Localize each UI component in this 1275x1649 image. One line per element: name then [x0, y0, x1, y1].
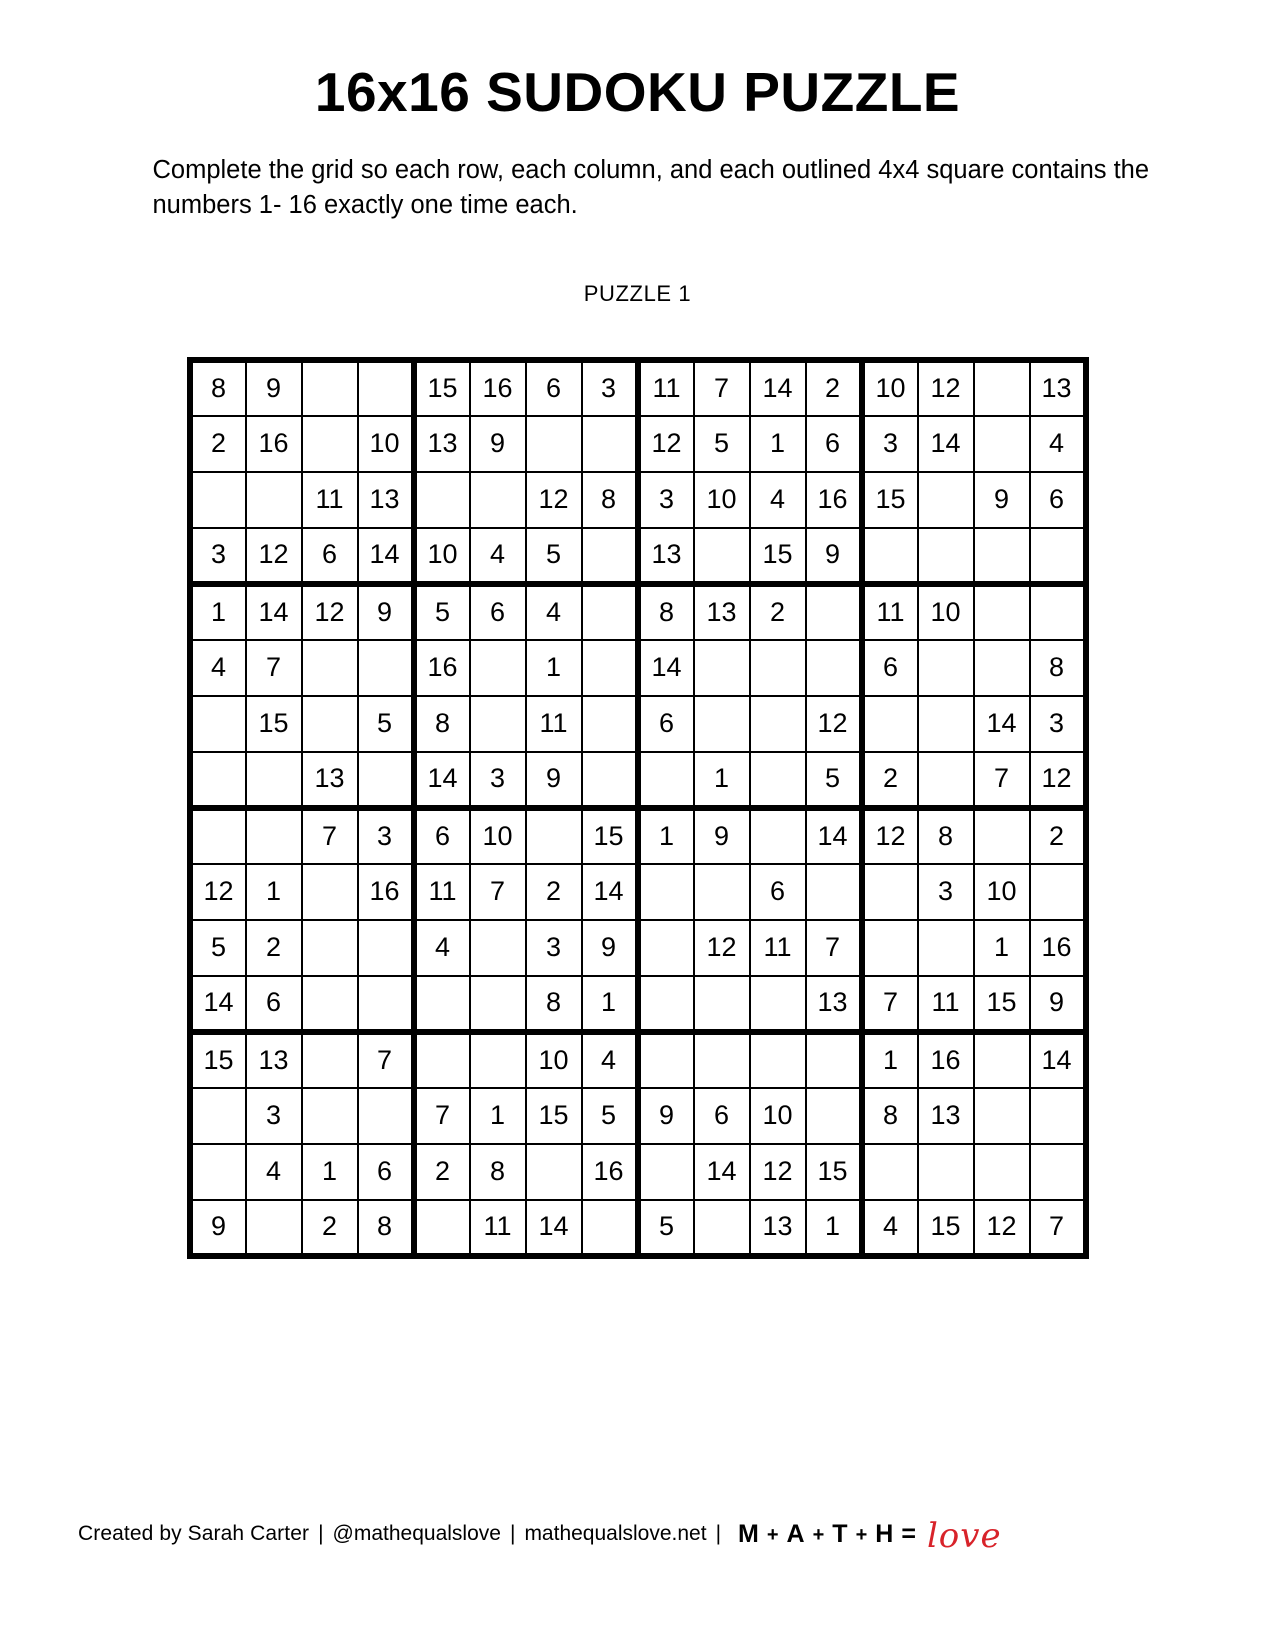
sudoku-empty-cell[interactable] — [470, 1032, 526, 1088]
sudoku-clue-cell[interactable]: 7 — [862, 976, 918, 1032]
sudoku-empty-cell[interactable] — [414, 1032, 470, 1088]
sudoku-empty-cell[interactable] — [246, 752, 302, 808]
sudoku-empty-cell[interactable] — [302, 1088, 358, 1144]
sudoku-grid-container — [187, 357, 1089, 1259]
sudoku-empty-cell[interactable] — [190, 1144, 246, 1200]
sudoku-empty-cell[interactable] — [470, 920, 526, 976]
sudoku-row — [190, 696, 1086, 752]
sudoku-empty-cell[interactable] — [526, 1144, 582, 1200]
sudoku-row — [190, 976, 1086, 1032]
sudoku-clue-cell[interactable]: 9 — [190, 1200, 246, 1256]
sudoku-clue-cell[interactable]: 14 — [190, 976, 246, 1032]
sudoku-clue-cell[interactable]: 16 — [246, 416, 302, 472]
sudoku-clue-cell[interactable]: 14 — [974, 696, 1030, 752]
sudoku-clue-cell[interactable]: 5 — [190, 920, 246, 976]
sudoku-clue-cell[interactable]: 10 — [918, 584, 974, 640]
sudoku-empty-cell[interactable] — [974, 1144, 1030, 1200]
sudoku-clue-cell[interactable]: 7 — [470, 864, 526, 920]
sudoku-clue-cell[interactable]: 15 — [750, 528, 806, 584]
sudoku-clue-cell[interactable]: 11 — [862, 584, 918, 640]
sudoku-clue-cell[interactable]: 5 — [358, 696, 414, 752]
sudoku-empty-cell[interactable] — [974, 640, 1030, 696]
footer-separator-1: | — [318, 1522, 324, 1545]
sudoku-clue-cell[interactable]: 6 — [1030, 472, 1086, 528]
sudoku-empty-cell[interactable] — [1030, 584, 1086, 640]
sudoku-clue-cell[interactable]: 10 — [414, 528, 470, 584]
sudoku-clue-cell[interactable]: 8 — [1030, 640, 1086, 696]
sudoku-empty-cell[interactable] — [862, 920, 918, 976]
sudoku-empty-cell[interactable] — [638, 864, 694, 920]
sudoku-clue-cell[interactable]: 13 — [414, 416, 470, 472]
sudoku-clue-cell[interactable]: 3 — [918, 864, 974, 920]
sudoku-clue-cell[interactable]: 10 — [862, 360, 918, 416]
sudoku-clue-cell[interactable]: 10 — [470, 808, 526, 864]
sudoku-clue-cell[interactable]: 7 — [806, 920, 862, 976]
sudoku-row — [190, 864, 1086, 920]
sudoku-clue-cell[interactable]: 15 — [974, 976, 1030, 1032]
sudoku-clue-cell[interactable]: 1 — [526, 640, 582, 696]
sudoku-clue-cell[interactable]: 1 — [638, 808, 694, 864]
sudoku-row — [190, 360, 1086, 416]
sudoku-clue-cell[interactable]: 6 — [526, 360, 582, 416]
footer — [78, 1514, 1002, 1554]
sudoku-empty-cell[interactable] — [246, 808, 302, 864]
sudoku-clue-cell[interactable]: 7 — [974, 752, 1030, 808]
sudoku-clue-cell[interactable]: 8 — [470, 1144, 526, 1200]
sudoku-empty-cell[interactable] — [694, 1032, 750, 1088]
sudoku-clue-cell[interactable]: 10 — [694, 472, 750, 528]
sudoku-empty-cell[interactable] — [918, 640, 974, 696]
sudoku-empty-cell[interactable] — [918, 752, 974, 808]
sudoku-empty-cell[interactable] — [694, 528, 750, 584]
sudoku-empty-cell[interactable] — [358, 920, 414, 976]
sudoku-clue-cell[interactable]: 14 — [1030, 1032, 1086, 1088]
sudoku-empty-cell[interactable] — [918, 472, 974, 528]
footer-handle: @mathequalslove — [332, 1522, 501, 1545]
sudoku-clue-cell[interactable]: 13 — [302, 752, 358, 808]
sudoku-empty-cell[interactable] — [918, 920, 974, 976]
sudoku-clue-cell[interactable]: 5 — [694, 416, 750, 472]
sudoku-empty-cell[interactable] — [638, 976, 694, 1032]
sudoku-row — [190, 528, 1086, 584]
sudoku-clue-cell[interactable]: 1 — [862, 1032, 918, 1088]
sudoku-clue-cell[interactable]: 3 — [582, 360, 638, 416]
sudoku-clue-cell[interactable]: 16 — [1030, 920, 1086, 976]
sudoku-clue-cell[interactable]: 4 — [582, 1032, 638, 1088]
sudoku-empty-cell[interactable] — [862, 864, 918, 920]
sudoku-clue-cell[interactable]: 7 — [302, 808, 358, 864]
sudoku-clue-cell[interactable]: 8 — [918, 808, 974, 864]
sudoku-clue-cell[interactable]: 7 — [1030, 1200, 1086, 1256]
sudoku-empty-cell[interactable] — [974, 808, 1030, 864]
sudoku-empty-cell[interactable] — [918, 528, 974, 584]
sudoku-clue-cell[interactable]: 12 — [974, 1200, 1030, 1256]
sudoku-clue-cell[interactable]: 10 — [526, 1032, 582, 1088]
sudoku-empty-cell[interactable] — [302, 1032, 358, 1088]
sudoku-empty-cell[interactable] — [806, 584, 862, 640]
sudoku-empty-cell[interactable] — [750, 640, 806, 696]
sudoku-row — [190, 920, 1086, 976]
sudoku-clue-cell[interactable]: 14 — [358, 528, 414, 584]
sudoku-row — [190, 584, 1086, 640]
sudoku-empty-cell[interactable] — [246, 472, 302, 528]
math-equals-love-logo — [738, 1514, 1002, 1554]
sudoku-clue-cell[interactable]: 1 — [694, 752, 750, 808]
sudoku-clue-cell[interactable]: 14 — [414, 752, 470, 808]
sudoku-row — [190, 1144, 1086, 1200]
sudoku-empty-cell[interactable] — [750, 752, 806, 808]
sudoku-clue-cell[interactable]: 2 — [806, 360, 862, 416]
sudoku-empty-cell[interactable] — [190, 808, 246, 864]
sudoku-clue-cell[interactable]: 10 — [750, 1088, 806, 1144]
sudoku-row — [190, 808, 1086, 864]
sudoku-empty-cell[interactable] — [974, 1032, 1030, 1088]
sudoku-clue-cell[interactable]: 16 — [582, 1144, 638, 1200]
sudoku-row — [190, 1200, 1086, 1256]
sudoku-clue-cell[interactable]: 2 — [246, 920, 302, 976]
sudoku-clue-cell[interactable]: 15 — [526, 1088, 582, 1144]
sudoku-empty-cell[interactable] — [1030, 528, 1086, 584]
sudoku-empty-cell[interactable] — [638, 920, 694, 976]
sudoku-empty-cell[interactable] — [190, 752, 246, 808]
sudoku-clue-cell[interactable]: 9 — [246, 360, 302, 416]
sudoku-clue-cell[interactable]: 12 — [246, 528, 302, 584]
sudoku-empty-cell[interactable] — [302, 920, 358, 976]
sudoku-clue-cell[interactable]: 10 — [358, 416, 414, 472]
sudoku-clue-cell[interactable]: 3 — [862, 416, 918, 472]
sudoku-empty-cell[interactable] — [862, 528, 918, 584]
sudoku-clue-cell[interactable]: 8 — [358, 1200, 414, 1256]
sudoku-clue-cell[interactable]: 2 — [302, 1200, 358, 1256]
sudoku-empty-cell[interactable] — [358, 1088, 414, 1144]
page-title: 16x16 SUDOKU PUZZLE — [314, 61, 961, 123]
sudoku-clue-cell[interactable]: 7 — [246, 640, 302, 696]
logo-love-script: love — [926, 1516, 1002, 1556]
sudoku-empty-cell[interactable] — [694, 696, 750, 752]
sudoku-empty-cell[interactable] — [470, 640, 526, 696]
sudoku-empty-cell[interactable] — [806, 640, 862, 696]
logo-letter-a: A — [786, 1519, 806, 1548]
sudoku-clue-cell[interactable]: 2 — [414, 1144, 470, 1200]
sudoku-empty-cell[interactable] — [582, 752, 638, 808]
sudoku-clue-cell[interactable]: 9 — [470, 416, 526, 472]
sudoku-clue-cell[interactable]: 14 — [526, 1200, 582, 1256]
sudoku-clue-cell[interactable]: 12 — [1030, 752, 1086, 808]
sudoku-row — [190, 752, 1086, 808]
sudoku-clue-cell[interactable]: 9 — [694, 808, 750, 864]
sudoku-clue-cell[interactable]: 13 — [638, 528, 694, 584]
sudoku-empty-cell[interactable] — [862, 1144, 918, 1200]
sudoku-empty-cell[interactable] — [414, 472, 470, 528]
sudoku-empty-cell[interactable] — [302, 976, 358, 1032]
sudoku-clue-cell[interactable]: 12 — [526, 472, 582, 528]
sudoku-clue-cell[interactable]: 1 — [582, 976, 638, 1032]
sudoku-empty-cell[interactable] — [694, 640, 750, 696]
sudoku-clue-cell[interactable]: 1 — [750, 416, 806, 472]
sudoku-clue-cell[interactable]: 1 — [190, 584, 246, 640]
sudoku-empty-cell[interactable] — [750, 696, 806, 752]
sudoku-clue-cell[interactable]: 12 — [750, 1144, 806, 1200]
sudoku-empty-cell[interactable] — [582, 1200, 638, 1256]
sudoku-empty-cell[interactable] — [806, 1088, 862, 1144]
sudoku-clue-cell[interactable]: 13 — [918, 1088, 974, 1144]
logo-letter-h: H — [875, 1519, 895, 1548]
sudoku-clue-cell[interactable]: 14 — [750, 360, 806, 416]
footer-separator-2: | — [509, 1522, 516, 1545]
sudoku-row — [190, 416, 1086, 472]
sudoku-clue-cell[interactable]: 4 — [862, 1200, 918, 1256]
sudoku-empty-cell[interactable] — [526, 416, 582, 472]
sudoku-clue-cell[interactable]: 2 — [862, 752, 918, 808]
sudoku-clue-cell[interactable]: 13 — [750, 1200, 806, 1256]
sudoku-clue-cell[interactable]: 1 — [302, 1144, 358, 1200]
sudoku-clue-cell[interactable]: 11 — [302, 472, 358, 528]
sudoku-clue-cell[interactable]: 3 — [190, 528, 246, 584]
sudoku-clue-cell[interactable]: 1 — [246, 864, 302, 920]
sudoku-grid — [187, 357, 1089, 1259]
footer-website[interactable]: mathequalslove.net — [524, 1522, 707, 1545]
puzzle-number-label: PUZZLE 1 — [583, 280, 692, 306]
sudoku-empty-cell[interactable] — [358, 752, 414, 808]
sudoku-clue-cell[interactable]: 6 — [246, 976, 302, 1032]
sudoku-clue-cell[interactable]: 6 — [694, 1088, 750, 1144]
sudoku-row — [190, 640, 1086, 696]
sudoku-clue-cell[interactable]: 12 — [918, 360, 974, 416]
sudoku-clue-cell[interactable]: 12 — [806, 696, 862, 752]
sudoku-clue-cell[interactable]: 15 — [414, 360, 470, 416]
sudoku-empty-cell[interactable] — [638, 752, 694, 808]
sudoku-row — [190, 472, 1086, 528]
sudoku-empty-cell[interactable] — [582, 416, 638, 472]
sudoku-clue-cell[interactable]: 1 — [806, 1200, 862, 1256]
sudoku-clue-cell[interactable]: 6 — [358, 1144, 414, 1200]
sudoku-clue-cell[interactable]: 13 — [1030, 360, 1086, 416]
sudoku-clue-cell[interactable]: 7 — [694, 360, 750, 416]
sudoku-empty-cell[interactable] — [694, 976, 750, 1032]
sudoku-clue-cell[interactable]: 12 — [190, 864, 246, 920]
sudoku-row — [190, 1088, 1086, 1144]
sudoku-clue-cell[interactable]: 6 — [806, 416, 862, 472]
sudoku-clue-cell[interactable]: 3 — [1030, 696, 1086, 752]
sudoku-empty-cell[interactable] — [974, 528, 1030, 584]
sudoku-empty-cell[interactable] — [358, 976, 414, 1032]
sudoku-clue-cell[interactable]: 15 — [190, 1032, 246, 1088]
sudoku-empty-cell[interactable] — [1030, 1088, 1086, 1144]
sudoku-clue-cell[interactable]: 12 — [862, 808, 918, 864]
sudoku-clue-cell[interactable]: 5 — [806, 752, 862, 808]
sudoku-clue-cell[interactable]: 15 — [582, 808, 638, 864]
sudoku-empty-cell[interactable] — [582, 640, 638, 696]
sudoku-clue-cell[interactable]: 14 — [806, 808, 862, 864]
sudoku-empty-cell[interactable] — [358, 640, 414, 696]
logo-plus-1: + — [766, 1523, 780, 1546]
sudoku-empty-cell[interactable] — [302, 696, 358, 752]
sudoku-clue-cell[interactable]: 2 — [750, 584, 806, 640]
sudoku-clue-cell[interactable]: 6 — [414, 808, 470, 864]
sudoku-clue-cell[interactable]: 6 — [302, 528, 358, 584]
sudoku-clue-cell[interactable]: 15 — [918, 1200, 974, 1256]
sudoku-empty-cell[interactable] — [414, 976, 470, 1032]
sudoku-empty-cell[interactable] — [918, 696, 974, 752]
sudoku-clue-cell[interactable]: 14 — [582, 864, 638, 920]
sudoku-clue-cell[interactable]: 13 — [694, 584, 750, 640]
sudoku-empty-cell[interactable] — [582, 584, 638, 640]
sudoku-empty-cell[interactable] — [414, 1200, 470, 1256]
sudoku-row — [190, 1032, 1086, 1088]
sudoku-clue-cell[interactable]: 8 — [190, 360, 246, 416]
sudoku-empty-cell[interactable] — [974, 416, 1030, 472]
sudoku-empty-cell[interactable] — [470, 696, 526, 752]
footer-separator-3: | — [715, 1522, 722, 1545]
logo-plus-2: + — [812, 1523, 826, 1546]
sudoku-clue-cell[interactable]: 8 — [526, 976, 582, 1032]
sudoku-clue-cell[interactable]: 13 — [246, 1032, 302, 1088]
sudoku-clue-cell[interactable]: 6 — [862, 640, 918, 696]
sudoku-empty-cell[interactable] — [750, 808, 806, 864]
sudoku-empty-cell[interactable] — [974, 360, 1030, 416]
sudoku-clue-cell[interactable]: 9 — [582, 920, 638, 976]
sudoku-clue-cell[interactable]: 3 — [526, 920, 582, 976]
sudoku-empty-cell[interactable] — [470, 472, 526, 528]
sudoku-clue-cell[interactable]: 16 — [358, 864, 414, 920]
sudoku-empty-cell[interactable] — [302, 360, 358, 416]
sudoku-clue-cell[interactable]: 4 — [470, 528, 526, 584]
sudoku-empty-cell[interactable] — [190, 1088, 246, 1144]
sudoku-clue-cell[interactable]: 2 — [1030, 808, 1086, 864]
sudoku-empty-cell[interactable] — [302, 640, 358, 696]
sudoku-clue-cell[interactable]: 2 — [526, 864, 582, 920]
sudoku-empty-cell[interactable] — [806, 1032, 862, 1088]
sudoku-clue-cell[interactable]: 1 — [470, 1088, 526, 1144]
sudoku-clue-cell[interactable]: 13 — [358, 472, 414, 528]
sudoku-clue-cell[interactable]: 11 — [918, 976, 974, 1032]
sudoku-clue-cell[interactable]: 15 — [806, 1144, 862, 1200]
sudoku-empty-cell[interactable] — [806, 864, 862, 920]
sudoku-clue-cell[interactable]: 15 — [246, 696, 302, 752]
sudoku-clue-cell[interactable]: 1 — [974, 920, 1030, 976]
sudoku-empty-cell[interactable] — [974, 1088, 1030, 1144]
sudoku-clue-cell[interactable]: 5 — [638, 1200, 694, 1256]
sudoku-clue-cell[interactable]: 4 — [1030, 416, 1086, 472]
sudoku-clue-cell[interactable]: 6 — [638, 696, 694, 752]
sudoku-clue-cell[interactable]: 11 — [750, 920, 806, 976]
sudoku-clue-cell[interactable]: 14 — [246, 584, 302, 640]
sudoku-clue-cell[interactable]: 9 — [526, 752, 582, 808]
sudoku-empty-cell[interactable] — [918, 1144, 974, 1200]
sudoku-clue-cell[interactable]: 4 — [246, 1144, 302, 1200]
sudoku-clue-cell[interactable]: 14 — [694, 1144, 750, 1200]
sudoku-clue-cell[interactable]: 5 — [414, 584, 470, 640]
sudoku-empty-cell[interactable] — [190, 472, 246, 528]
sudoku-empty-cell[interactable] — [246, 1200, 302, 1256]
sudoku-clue-cell[interactable]: 9 — [638, 1088, 694, 1144]
sudoku-clue-cell[interactable]: 9 — [974, 472, 1030, 528]
sudoku-clue-cell[interactable]: 11 — [414, 864, 470, 920]
logo-letter-m: M — [738, 1519, 760, 1548]
sudoku-empty-cell[interactable] — [694, 864, 750, 920]
logo-equals: = — [901, 1519, 917, 1548]
sudoku-clue-cell[interactable]: 7 — [414, 1088, 470, 1144]
sudoku-clue-cell[interactable]: 16 — [806, 472, 862, 528]
sudoku-clue-cell[interactable]: 3 — [470, 752, 526, 808]
sudoku-empty-cell[interactable] — [1030, 1144, 1086, 1200]
logo-plus-3: + — [855, 1523, 869, 1546]
logo-letter-t: T — [832, 1519, 849, 1548]
sudoku-clue-cell[interactable]: 4 — [750, 472, 806, 528]
sudoku-clue-cell[interactable]: 8 — [582, 472, 638, 528]
sudoku-empty-cell[interactable] — [862, 696, 918, 752]
sudoku-clue-cell[interactable]: 16 — [470, 360, 526, 416]
sudoku-clue-cell[interactable]: 14 — [918, 416, 974, 472]
sudoku-empty-cell[interactable] — [582, 696, 638, 752]
sudoku-clue-cell[interactable]: 9 — [1030, 976, 1086, 1032]
sudoku-clue-cell[interactable]: 5 — [582, 1088, 638, 1144]
sudoku-empty-cell[interactable] — [1030, 864, 1086, 920]
sudoku-clue-cell[interactable]: 14 — [638, 640, 694, 696]
sudoku-clue-cell[interactable]: 2 — [190, 416, 246, 472]
sudoku-clue-cell[interactable]: 10 — [974, 864, 1030, 920]
sudoku-empty-cell[interactable] — [358, 360, 414, 416]
sudoku-clue-cell[interactable]: 11 — [526, 696, 582, 752]
sudoku-clue-cell[interactable]: 16 — [414, 640, 470, 696]
sudoku-clue-cell[interactable]: 5 — [526, 528, 582, 584]
sudoku-empty-cell[interactable] — [750, 976, 806, 1032]
sudoku-clue-cell[interactable]: 9 — [358, 584, 414, 640]
sudoku-clue-cell[interactable]: 11 — [470, 1200, 526, 1256]
sudoku-clue-cell[interactable]: 16 — [918, 1032, 974, 1088]
sudoku-empty-cell[interactable] — [302, 864, 358, 920]
sudoku-empty-cell[interactable] — [526, 808, 582, 864]
sudoku-empty-cell[interactable] — [638, 1144, 694, 1200]
sudoku-clue-cell[interactable]: 4 — [190, 640, 246, 696]
sudoku-empty-cell[interactable] — [470, 976, 526, 1032]
sudoku-clue-cell[interactable]: 12 — [302, 584, 358, 640]
sudoku-clue-cell[interactable]: 3 — [246, 1088, 302, 1144]
sudoku-empty-cell[interactable] — [974, 584, 1030, 640]
sudoku-clue-cell[interactable]: 13 — [806, 976, 862, 1032]
sudoku-clue-cell[interactable]: 9 — [806, 528, 862, 584]
sudoku-clue-cell[interactable]: 7 — [358, 1032, 414, 1088]
sudoku-empty-cell[interactable] — [190, 696, 246, 752]
sudoku-empty-cell[interactable] — [750, 1032, 806, 1088]
sudoku-clue-cell[interactable]: 12 — [694, 920, 750, 976]
sudoku-clue-cell[interactable]: 3 — [638, 472, 694, 528]
sudoku-clue-cell[interactable]: 6 — [470, 584, 526, 640]
footer-credit: Created by Sarah Carter — [78, 1522, 310, 1545]
sudoku-empty-cell[interactable] — [694, 1200, 750, 1256]
sudoku-clue-cell[interactable]: 8 — [638, 584, 694, 640]
sudoku-clue-cell[interactable]: 11 — [638, 360, 694, 416]
sudoku-empty-cell[interactable] — [302, 416, 358, 472]
sudoku-clue-cell[interactable]: 6 — [750, 864, 806, 920]
sudoku-empty-cell[interactable] — [638, 1032, 694, 1088]
sudoku-clue-cell[interactable]: 12 — [638, 416, 694, 472]
sudoku-clue-cell[interactable]: 4 — [414, 920, 470, 976]
sudoku-clue-cell[interactable]: 8 — [414, 696, 470, 752]
sudoku-clue-cell[interactable]: 3 — [358, 808, 414, 864]
sudoku-clue-cell[interactable]: 15 — [862, 472, 918, 528]
instructions-text: Complete the grid so each row, each column, and each outlined 4x4 square contains the numbers 1- 16 exactly one time each. — [152, 155, 1150, 219]
sudoku-clue-cell[interactable]: 8 — [862, 1088, 918, 1144]
sudoku-clue-cell[interactable]: 4 — [526, 584, 582, 640]
sudoku-empty-cell[interactable] — [582, 528, 638, 584]
